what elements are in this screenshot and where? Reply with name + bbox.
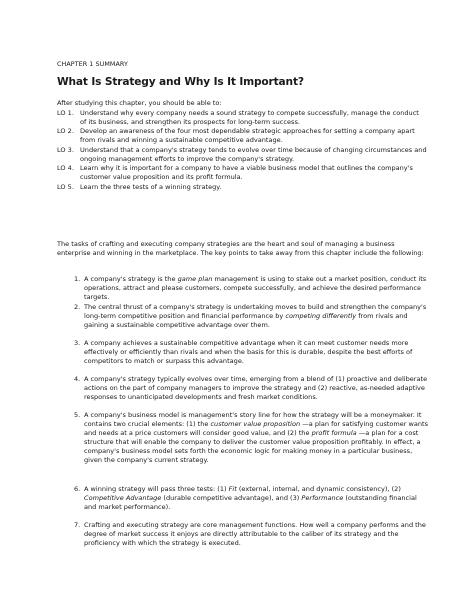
item-text: The central thrust of a company's strategy is undertaking moves to build and strengthen the company's long-term competitive position and financial performance by competing differently from rivals and gaining a sustainable competitive advantage over them. xyxy=(84,303,427,329)
item-number: 3. xyxy=(74,339,81,347)
item-text: A company achieves a sustainable competitive advantage when it can meet customer needs more effectively or efficiently than rivals and when the basis for this is durable, despite the best efforts of competitors to match or surpass this advantage. xyxy=(84,339,413,365)
item-number: 7. xyxy=(74,521,81,529)
item-text: A company's strategy typically evolves over time, emerging from a blend of (1) proactive and deliberate actions on the part of company managers to improve the strategy and (2) reactive, as-needed adaptive responses to unanticipated developments and fresh market conditions. xyxy=(84,375,428,401)
list-item xyxy=(57,521,429,548)
list-item xyxy=(57,485,429,512)
objective-text: Understand that a company's strategy tends to evolve over time because of changing circumstances and ongoing management efforts to improve the company's strategy. xyxy=(80,145,427,163)
objective-item xyxy=(57,183,427,192)
objective-item xyxy=(57,109,427,127)
objective-text: Understand why every company needs a sound strategy to compete successfully, manage the conduct of its business, and strengthen its prospects for long-term success. xyxy=(80,109,419,126)
objective-text: Learn why it is important for a company to have a viable business model that outlines the company's customer value proposition and its profit formula. xyxy=(80,164,413,182)
list-item xyxy=(57,339,429,366)
objective-item xyxy=(57,146,427,164)
item-number: 4. xyxy=(74,375,81,383)
objective-item xyxy=(57,127,427,145)
item-number: 1. xyxy=(74,275,81,283)
objective-text: Develop an awareness of the four most dependable strategic approaches for setting a company apart from rivals and winning a sustainable competitive advantage. xyxy=(80,127,415,145)
objective-code: LO 3. xyxy=(57,145,74,154)
item-text: A winning strategy will pass three tests: (1) Fit (external, internal, and dynamic consistency), (2) Competitive Advantage (durable competitive advantage), and (3) Performance (outstanding financial and market performance). xyxy=(84,485,417,511)
objective-code: LO 1. xyxy=(57,109,74,117)
list-item xyxy=(57,275,429,302)
list-item xyxy=(57,411,429,465)
item-number: 2. xyxy=(74,303,81,311)
page-title: What Is Strategy and Why Is It Important? xyxy=(57,76,304,88)
item-number: 6. xyxy=(74,485,81,493)
objective-text: Learn the three tests of a winning strategy. xyxy=(80,182,222,191)
objective-code: LO 4. xyxy=(57,164,74,173)
summary-paragraph: The tasks of crafting and executing company strategies are the heart and soul of managing a business enterprise and winning in the marketplace. The key points to take away from this chapter include the following: xyxy=(57,240,424,257)
chapter-label: CHAPTER 1 SUMMARY xyxy=(57,60,128,68)
learning-objectives xyxy=(57,109,427,192)
objective-code: LO 2. xyxy=(57,127,74,136)
item-number: 5. xyxy=(74,411,81,419)
list-item xyxy=(57,375,429,402)
list-item xyxy=(57,303,429,330)
item-text: A company's business model is management's story line for how the strategy will be a moneymaker. It contains two crucial elements: (1) the customer value proposition —a plan for satisfying customer wants and needs at a price customers will consider good value, and (2) the profit formula —a plan for a cost structure that will enable the company to deliver the customer value proposition profitably. In effect, a company's business model sets forth the economic logic for making money in a particular business, given the company's current strategy. xyxy=(84,411,429,464)
objective-item xyxy=(57,164,427,182)
objective-code: LO 5. xyxy=(57,182,74,191)
item-text: Crafting and executing strategy are core management functions. How well a company performs and the degree of market success it enjoys are directly attributable to the caliber of its strategy and the proficiency with which the strategy is executed. xyxy=(84,521,426,547)
item-text: A company's strategy is the game plan management is using to stake out a market position, conduct its operations, attract and please customers, compete successfully, and achieve the desired performance targets. xyxy=(84,275,427,301)
intro-text: After studying this chapter, you should be able to: xyxy=(57,99,222,107)
